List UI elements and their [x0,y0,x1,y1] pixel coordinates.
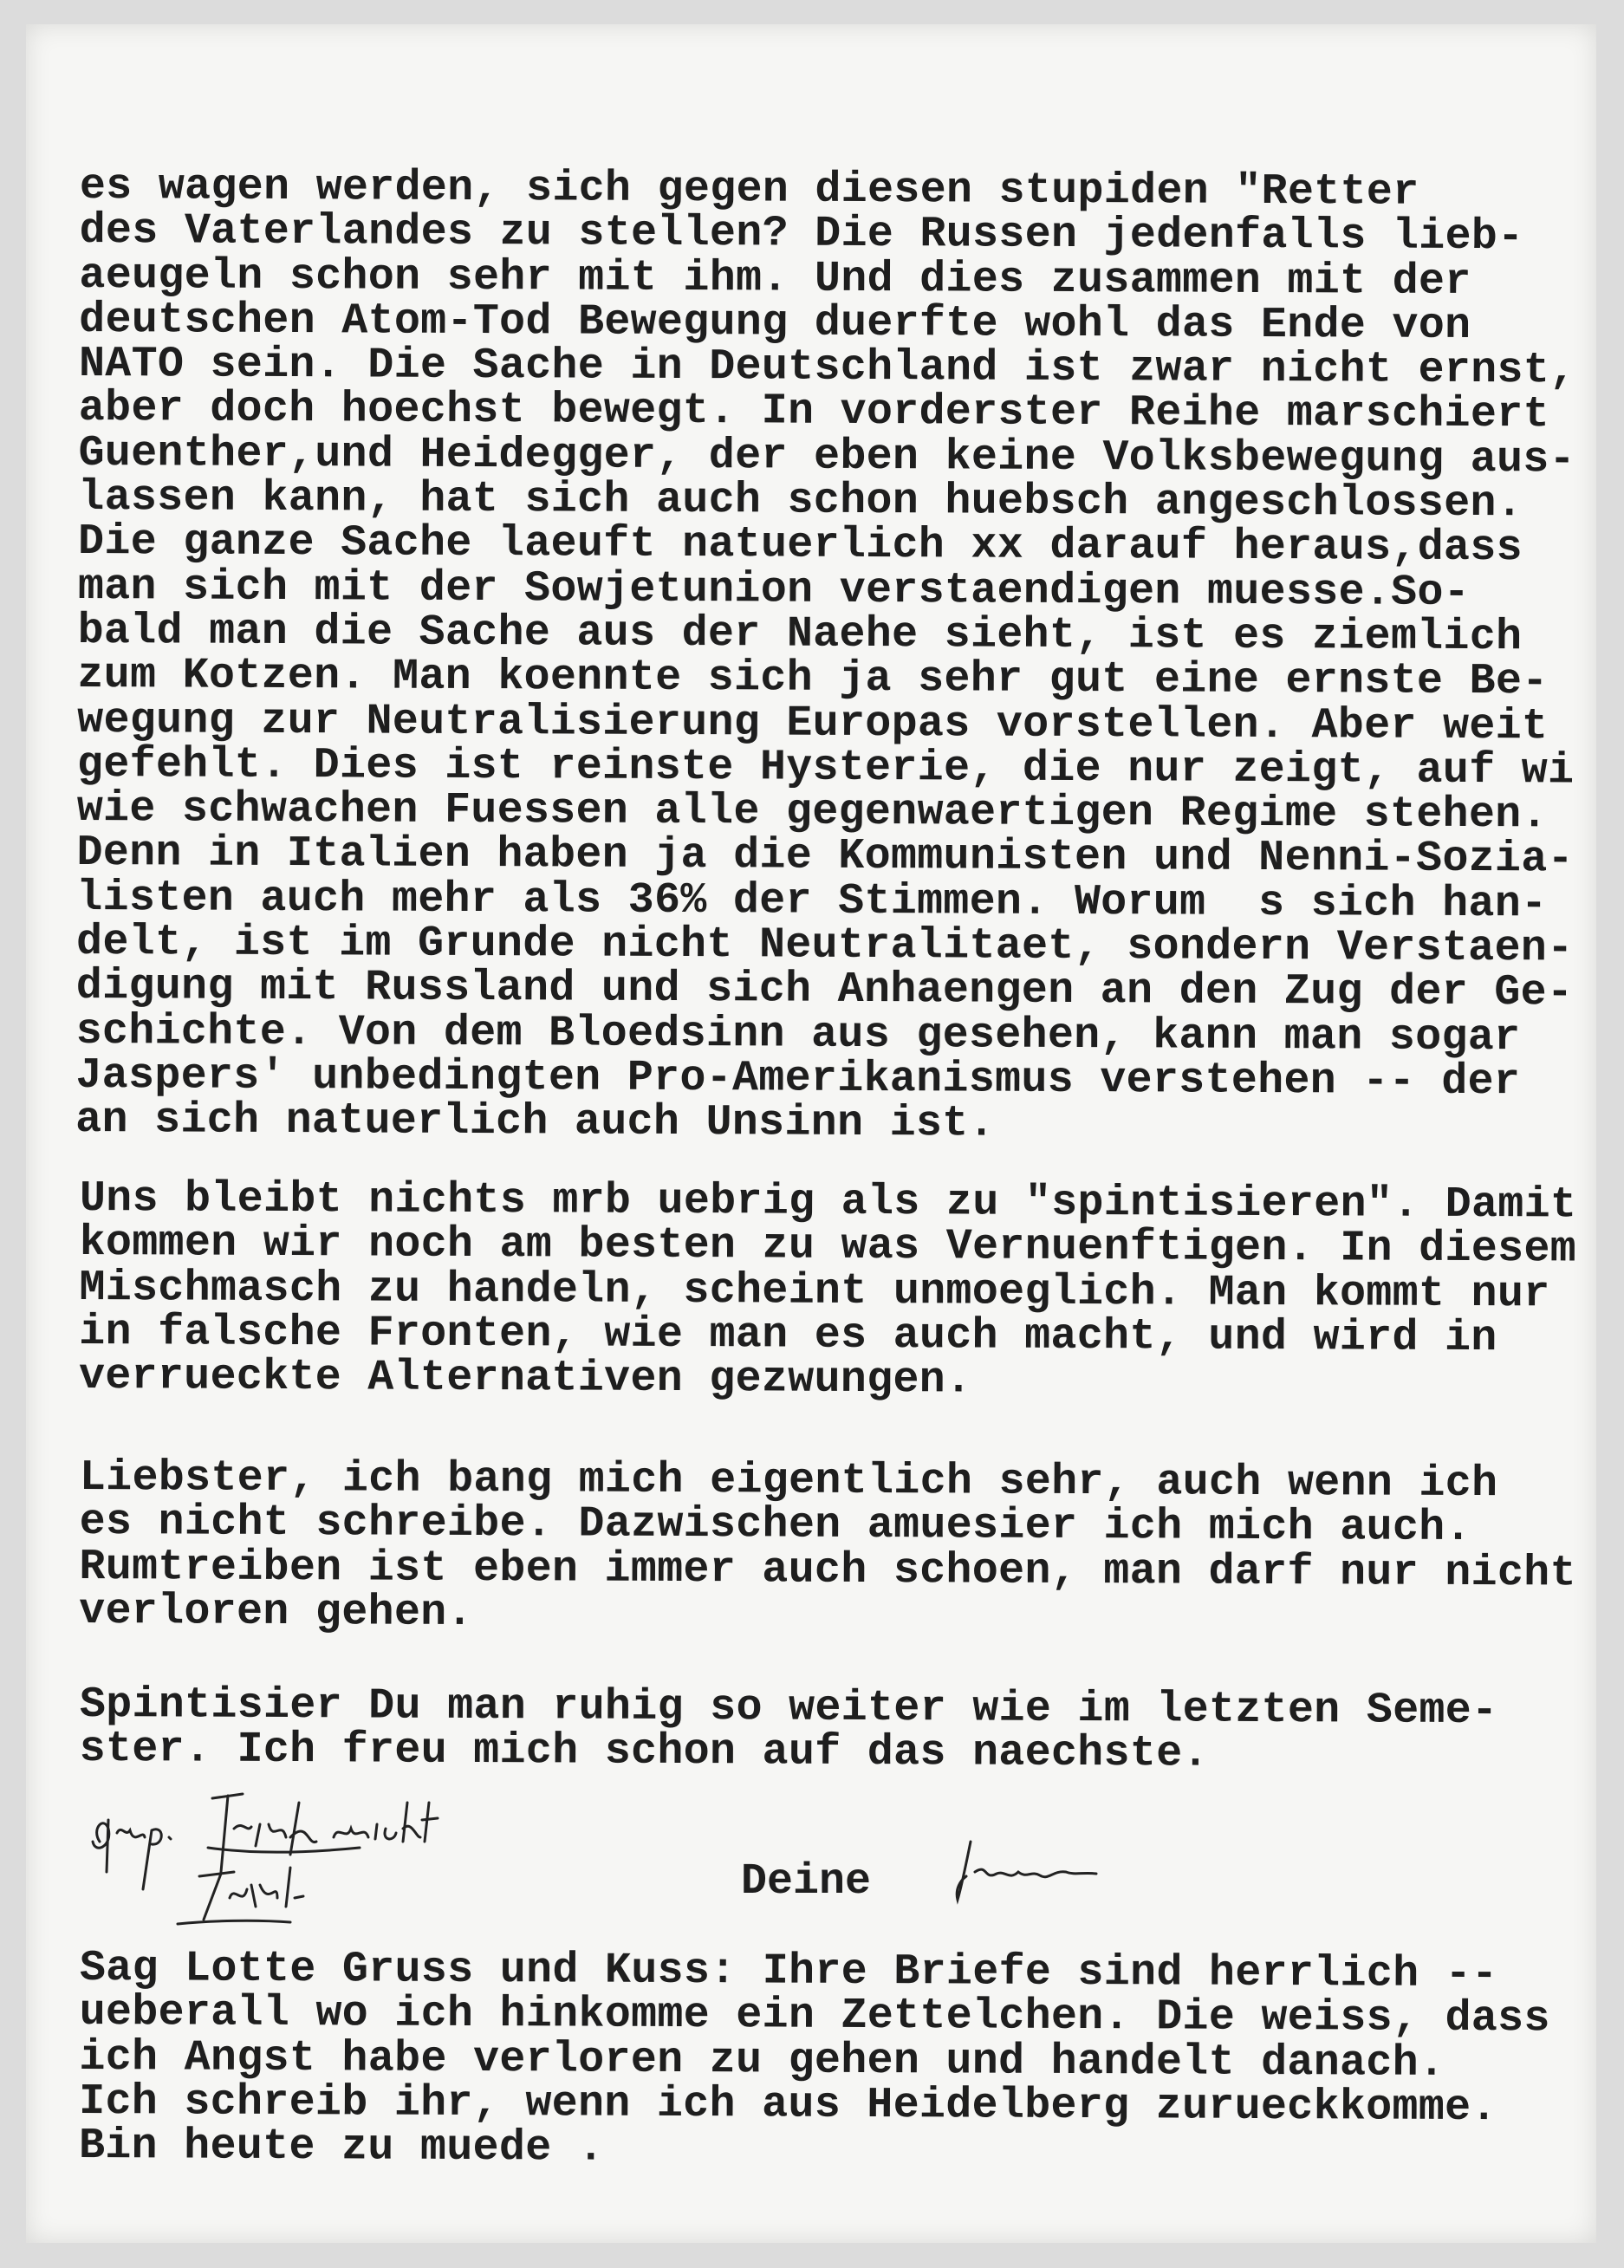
text-line: ich Angst habe verloren zu gehen und handelt danach. [79,2032,1445,2089]
text-line: schichte. Von dem Bloedsinn aus gesehen, kann man sogar [75,1006,1521,1063]
text-line: des Vaterlandes zu stellen? Die Russen jedenfalls lieb- [79,206,1524,263]
text-line: verloren gehen. [79,1586,473,1638]
text-line: Mischmasch zu handeln, scheint unmoeglich. Man kommt nur [79,1263,1550,1319]
text-line: kommen wir noch am besten zu was Vernuenftigen. In diesem [79,1218,1577,1275]
text-line: es nicht schreibe. Dazwischen amuesier ich mich auch. [79,1498,1471,1554]
paragraph-3 [79,1453,1576,1641]
text-line: in falsche Fronten, wie man es auch macht, und wird in [79,1307,1497,1364]
text-line: ueberall wo ich hinkomme ein Zettelchen. Die weiss, dass [79,1988,1550,2044]
text-line: zum Kotzen. Man koennte sich ja sehr gut eine ernste Be- [77,651,1549,707]
text-line: ster. Ich freu mich schon auf das naechste. [79,1725,1209,1779]
text-line: bald man die Sache aus der Naehe sieht, ist es ziemlich [77,606,1523,663]
text-line: man sich mit der Sowjetunion verstaendigen muesse.So- [77,562,1471,618]
text-line: Guenther,und Heidegger, der eben keine Volksbewegung aus- [78,428,1576,485]
text-line: Die ganze Sache laeuft natuerlich xx darauf heraus,dass [77,517,1523,574]
text-line: Jaspers' unbedingten Pro-Amerikanismus verstehen -- der [75,1050,1521,1108]
text-line: lassen kann, hat sich auch schon huebsch angeschlossen. [78,473,1523,530]
text-line: Bin heute zu muede . [78,2122,605,2174]
signature [945,1837,1135,1907]
text-line: Rumtreiben ist eben immer auch schoen, man darf nur nicht [79,1542,1576,1599]
postscript [79,1946,1550,2175]
text-line: gefehlt. Dies ist reinste Hysterie, die nur zeigt, auf wi [76,739,1575,796]
text-line: es wagen werden, sich gegen diesen stupiden "Retter [79,162,1419,218]
text-line: wie schwachen Fuessen alle gegenwaertigen Regime stehen. [76,784,1548,841]
paragraph-2 [78,1174,1577,1406]
text-line: wegung zur Neutralisierung Europas vorstellen. Aber weit [77,695,1549,751]
text-line: listen auch mehr als 36% der Stimmen. Worum s sich han- [76,873,1548,930]
text-line: Ich schreib ihr, wenn ich aus Heidelberg zurueckkomme. [79,2076,1497,2134]
closing: Deine [741,1857,872,1907]
handwritten-note [82,1768,533,1941]
text-line: aber doch hoechst bewegt. In vorderster Reihe marschiert [78,384,1549,440]
paragraph-4 [79,1680,1498,1779]
text-line: aeugeln schon sehr mit ihm. Und dies zusammen mit der [79,250,1471,307]
text-line: Uns bleibt nichts mrb uebrig als zu "spintisieren". Damit [79,1174,1577,1231]
text-line: Spintisier Du man ruhig so weiter wie im letzten Seme- [79,1680,1498,1737]
paragraph-1 [75,162,1576,1149]
text-line: delt, ist im Grunde nicht Neutralitaet, sondern Verstaen- [75,918,1574,974]
text-line: Denn in Italien haben ja die Kommunisten und Nenni-Sozia- [76,829,1575,885]
text-line: an sich natuerlich auch Unsinn ist. [75,1095,995,1149]
text-line: NATO sein. Die Sache in Deutschland ist zwar nicht ernst, [78,340,1576,396]
text-line: Liebster, ich bang mich eigentlich sehr, auch wenn ich [79,1453,1498,1510]
text-line: deutschen Atom-Tod Bewegung duerfte wohl das Ende von [79,295,1471,351]
text-line: digung mit Russland und sich Anhaengen an den Zug der Ge- [75,962,1574,1018]
text-line: verrueckte Alternativen gezwungen. [78,1352,972,1406]
text-line: Sag Lotte Gruss und Kuss: Ihre Briefe sind herrlich -- [79,1944,1498,2000]
